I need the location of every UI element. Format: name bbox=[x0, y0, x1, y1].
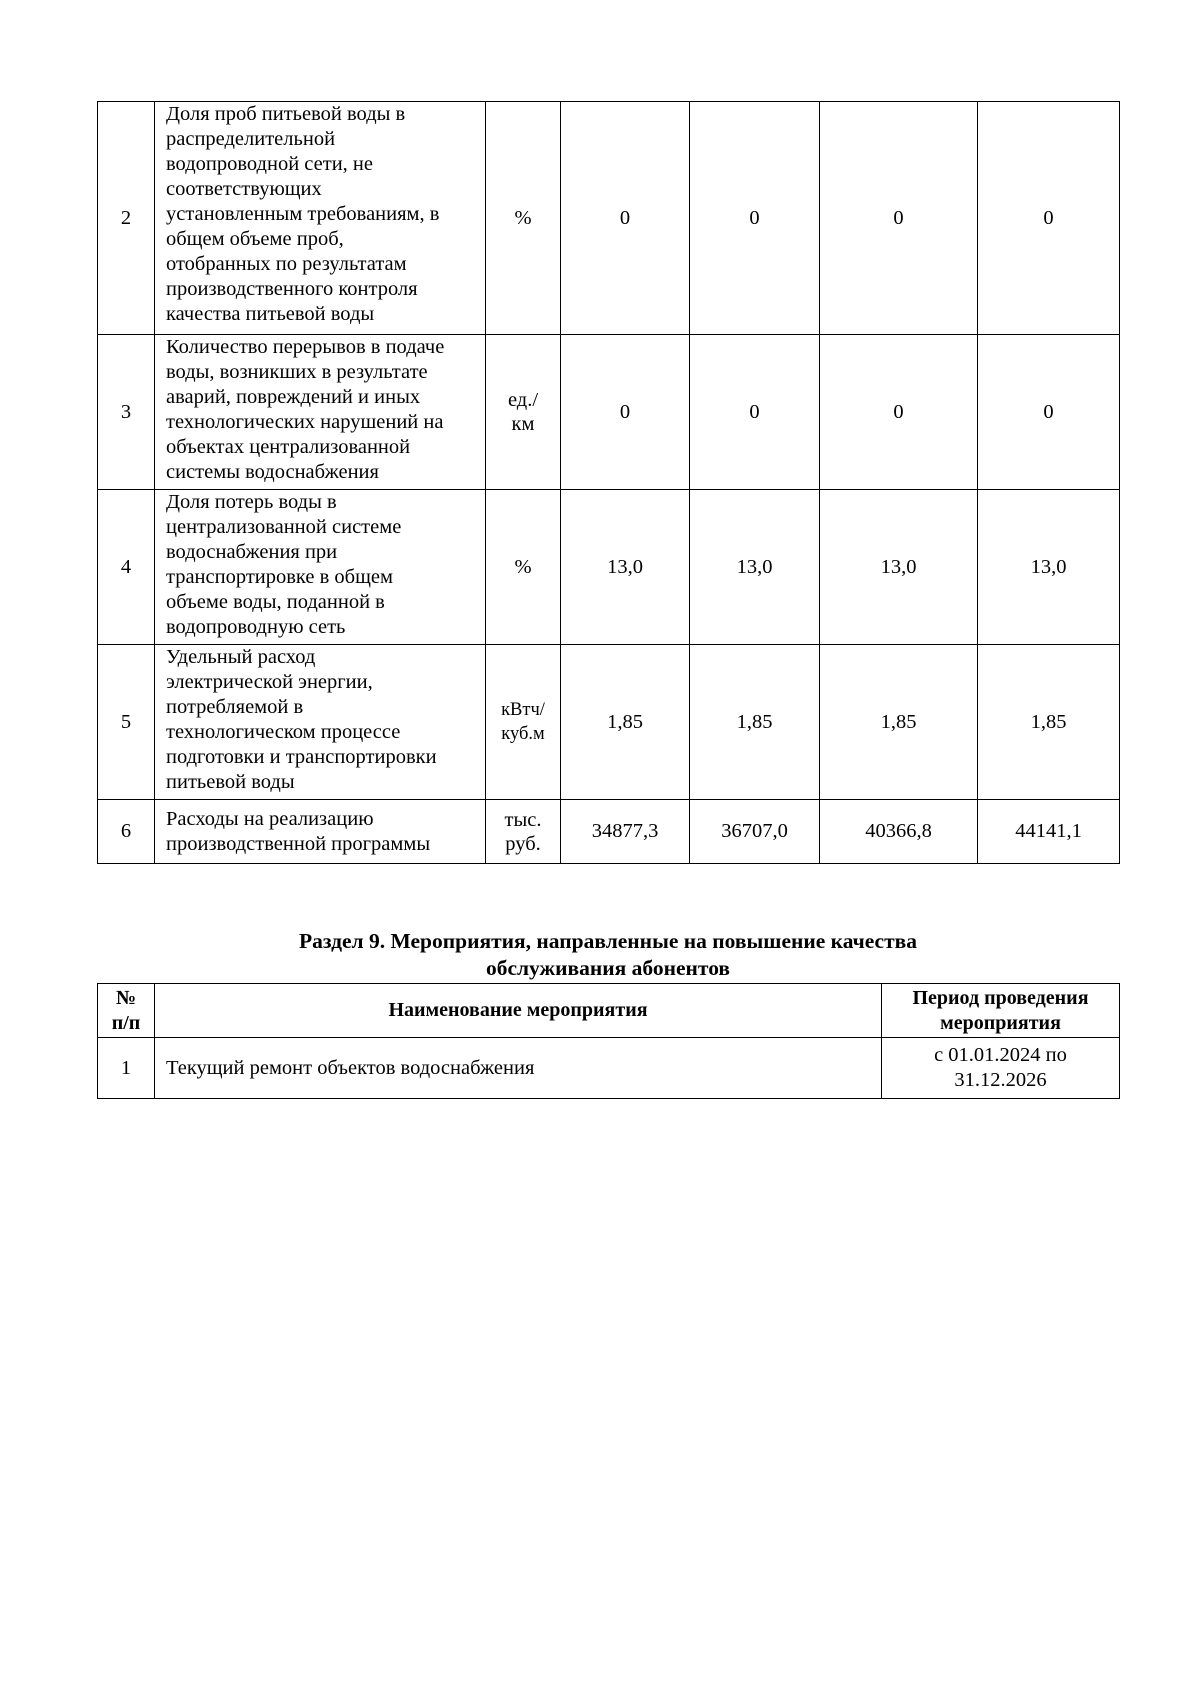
value-cell: 13,0 bbox=[561, 490, 690, 645]
value-cell: 44141,1 bbox=[978, 800, 1120, 864]
value-cell: 0 bbox=[561, 102, 690, 335]
unit-cell: % bbox=[486, 102, 561, 335]
unit-cell: ед./ км bbox=[486, 335, 561, 490]
indicator-name: Доля потерь воды в централизованной системе водоснабжения при транспортировке в общем объеме воды, поданной в водопроводную сеть bbox=[155, 490, 486, 645]
indicator-name: Удельный расход электрической энергии, потребляемой в технологическом процессе подготовки и транспортировки питьевой воды bbox=[155, 645, 486, 800]
header-name: Наименование мероприятия bbox=[155, 984, 882, 1038]
table-row bbox=[98, 800, 1120, 864]
indicator-name: Доля проб питьевой воды в распределительной водопроводной сети, не соответствующих установленным требованиям, в общем объеме проб, отобранных по результатам производственного контроля качества питьевой воды bbox=[155, 102, 486, 335]
row-number: 4 bbox=[98, 490, 155, 645]
unit-cell: кВтч/ куб.м bbox=[486, 645, 561, 800]
activities-table bbox=[97, 983, 1120, 1099]
activity-name: Текущий ремонт объектов водоснабжения bbox=[155, 1038, 882, 1099]
table-row bbox=[98, 102, 1120, 335]
row-number: 3 bbox=[98, 335, 155, 490]
row-number: 5 bbox=[98, 645, 155, 800]
value-cell: 0 bbox=[978, 335, 1120, 490]
section-title-line: Раздел 9. Мероприятия, направленные на повышение качества bbox=[298, 929, 918, 953]
table-row bbox=[98, 490, 1120, 645]
value-cell: 40366,8 bbox=[820, 800, 978, 864]
value-cell: 0 bbox=[978, 102, 1120, 335]
value-cell: 13,0 bbox=[978, 490, 1120, 645]
value-cell: 1,85 bbox=[690, 645, 820, 800]
value-cell: 0 bbox=[820, 335, 978, 490]
indicator-name: Количество перерывов в подаче воды, возникших в результате аварий, повреждений и иных технологических нарушений на объектах централизованной системы водоснабжения bbox=[155, 335, 486, 490]
unit-cell: % bbox=[486, 490, 561, 645]
value-cell: 1,85 bbox=[561, 645, 690, 800]
row-number: 1 bbox=[98, 1038, 155, 1099]
indicators-table bbox=[97, 101, 1120, 864]
table-row bbox=[98, 335, 1120, 490]
header-period: Период проведения мероприятия bbox=[882, 984, 1120, 1038]
indicator-name: Расходы на реализацию производственной программы bbox=[155, 800, 486, 864]
value-cell: 13,0 bbox=[820, 490, 978, 645]
value-cell: 0 bbox=[690, 102, 820, 335]
section-title-line: обслуживания абонентов bbox=[485, 956, 731, 980]
table-row bbox=[98, 645, 1120, 800]
value-cell: 34877,3 bbox=[561, 800, 690, 864]
row-number: 2 bbox=[98, 102, 155, 335]
activity-period: с 01.01.2024 по 31.12.2026 bbox=[882, 1038, 1120, 1099]
value-cell: 0 bbox=[561, 335, 690, 490]
table-header-row bbox=[98, 984, 1120, 1038]
value-cell: 1,85 bbox=[820, 645, 978, 800]
row-number: 6 bbox=[98, 800, 155, 864]
unit-cell: тыс. руб. bbox=[486, 800, 561, 864]
header-num: № п/п bbox=[98, 984, 155, 1038]
value-cell: 0 bbox=[690, 335, 820, 490]
table-row bbox=[98, 1038, 1120, 1099]
value-cell: 36707,0 bbox=[690, 800, 820, 864]
value-cell: 0 bbox=[820, 102, 978, 335]
section-title bbox=[97, 928, 1119, 982]
value-cell: 13,0 bbox=[690, 490, 820, 645]
value-cell: 1,85 bbox=[978, 645, 1120, 800]
